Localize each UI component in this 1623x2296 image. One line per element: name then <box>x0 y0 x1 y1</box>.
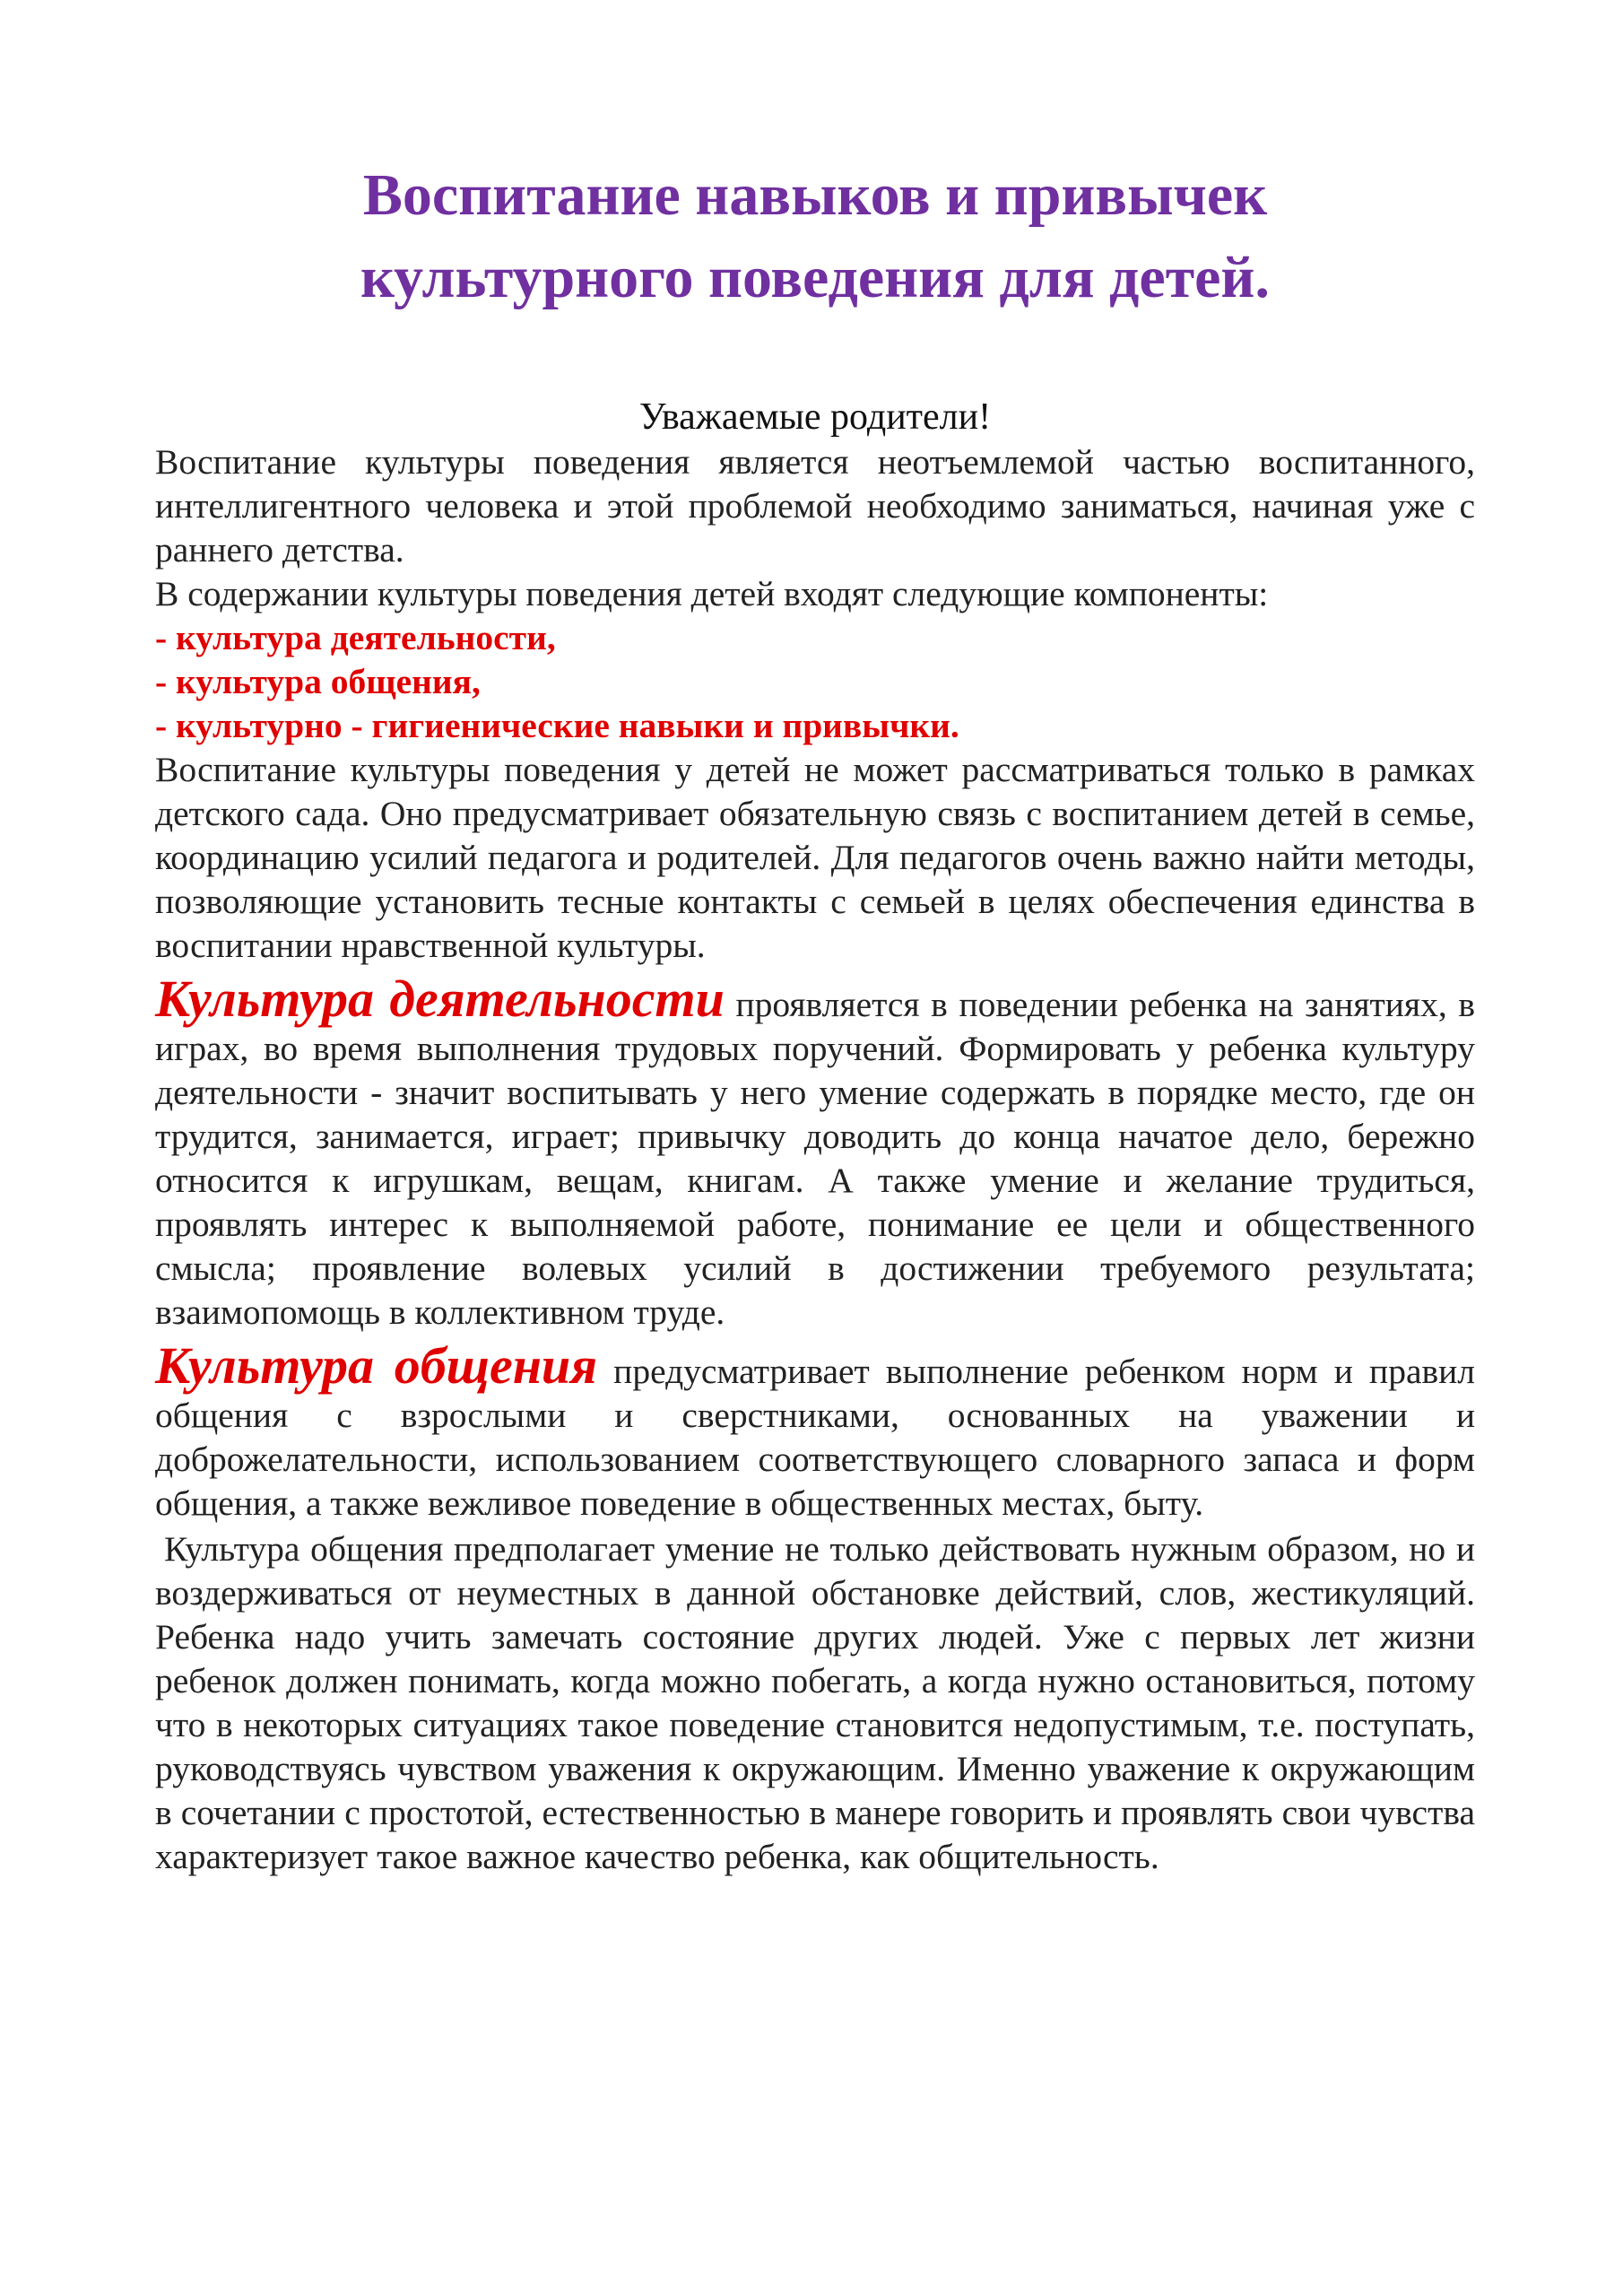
intro-paragraph-2: В содержании культуры поведения детей входят следующие компоненты: <box>155 574 1269 613</box>
components-list <box>155 616 1475 748</box>
title-line-1: Воспитание навыков и привычек <box>362 162 1268 228</box>
intro-paragraph-1: Воспитание культуры поведения является неотъемлемой частью воспитанного, интеллигентного человека и этой проблемой необходимо заниматься, начиная уже с раннего детства. <box>155 442 1475 570</box>
activity-text: проявляется в поведении ребенка на занятиях, в играх, во время выполнения трудовых поручений. Формировать у ребенка культуру деятельности - значит воспитывать у него умение содержать в порядке место, где он трудится, занимается, играет; привычку доводить до конца начатое дело, бережно относится к игрушкам, вещам, книгам. А также умение и желание трудиться, проявлять интерес к выполняемой работе, понимание ее цели и общественного смысла; проявление волевых усилий в достижении требуемого результата; взаимопомощь в коллективном труде. <box>155 985 1475 1332</box>
communication-text: предусматривает выполнение ребенком норм и правил общения с взрослыми и сверстниками, основанных на уважении и доброжелательности, использованием соответствующего словарного запаса и форм общения, а также вежливое поведение в общественных местах, быту. <box>155 1352 1475 1523</box>
component-item-hygiene: - культурно - гигиенические навыки и привычки. <box>155 706 959 745</box>
family-paragraph: Воспитание культуры поведения у детей не может рассматриваться только в рамках детского сада. Оно предусматривает обязательную связь с воспитанием детей в семье, координацию усилий педагога и родителей. Для педагогов очень важно найти методы, позволяющие установить тесные контакты с семьей в целях обеспечения единства в воспитании нравственной культуры. <box>155 750 1475 965</box>
communication-section <box>155 1336 1475 1526</box>
greeting: Уважаемые родители! <box>638 396 992 438</box>
activity-heading: Культура деятельности <box>155 970 725 1028</box>
communication-paragraph-2: Культура общения предполагает умение не только действовать нужным образом, но и воздерживаться от неуместных в данной обстановке действий, слов, жестикуляций. Ребенка надо учить замечать состояние других людей. Уже с первых лет жизни ребенок должен понимать, когда можно побегать, а когда нужно остановиться, потому что в некоторых ситуациях такое поведение становится недопустимым, т.е. поступать, руководствуясь чувством уважения к окружающим. Именно уважение к окружающим в сочетании с простотой, естественностью в манере говорить и проявлять свои чувства характеризует такое важное качество ребенка, как общительность. <box>155 1529 1475 1876</box>
communication-heading: Культура общения <box>155 1336 598 1395</box>
component-item-activity: - культура деятельности, <box>155 618 556 657</box>
component-item-communication: - культура общения, <box>155 662 481 701</box>
title-line-2: культурного поведения для детей. <box>360 245 1270 310</box>
document-page <box>155 0 1475 1879</box>
activity-section <box>155 970 1475 1335</box>
page-title <box>155 0 1475 319</box>
